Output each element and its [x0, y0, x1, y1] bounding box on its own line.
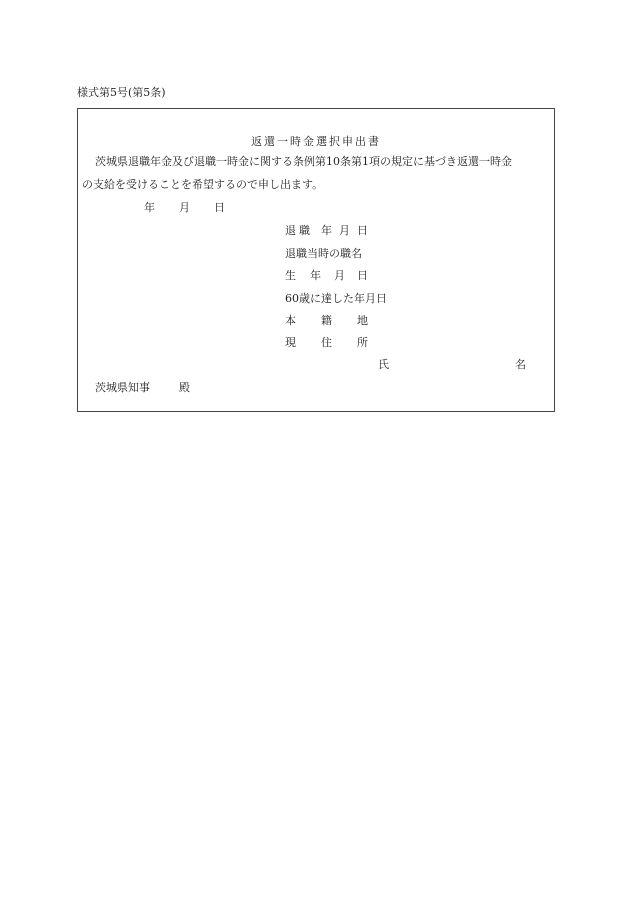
field-age-60-date: 60歳に達した年月日 [285, 292, 387, 305]
body-text-line-1: 茨城県退職年金及び退職一時金に関する条例第10条第1項の規定に基づき返還一時金 [95, 155, 512, 168]
field-position-at-retirement: 退職当時の職名 [285, 247, 362, 260]
date-month: 月 [179, 201, 190, 214]
addressee-governor: 茨城県知事 [95, 381, 150, 394]
form-number-label: 様式第5号(第5条) [77, 86, 166, 99]
form-title: 返還一時金選択申出書 [251, 135, 381, 148]
addressee [95, 379, 190, 395]
addressee-honorific: 殿 [179, 381, 190, 394]
body-text-line-2: の支給を受けることを希望するので申し出ます。 [82, 178, 324, 191]
date-year: 年 [144, 201, 155, 214]
date-day: 日 [214, 201, 225, 214]
name-label-second: 名 [515, 358, 526, 371]
application-form-frame: 返還一時金選択申出書 茨城県退職年金及び退職一時金に関する条例第10条第1項の規定に基づき返還一時金 の支給を受けることを希望するので申し出ます。 年 月 日 退 職 年 月 日 退職当時の職名 生 年 月 日 60歳に達した年月日 本 籍 地 現 住 所 氏 名 茨城県知事 殿 [77, 108, 555, 412]
name-label-first: 氏 [378, 358, 389, 371]
